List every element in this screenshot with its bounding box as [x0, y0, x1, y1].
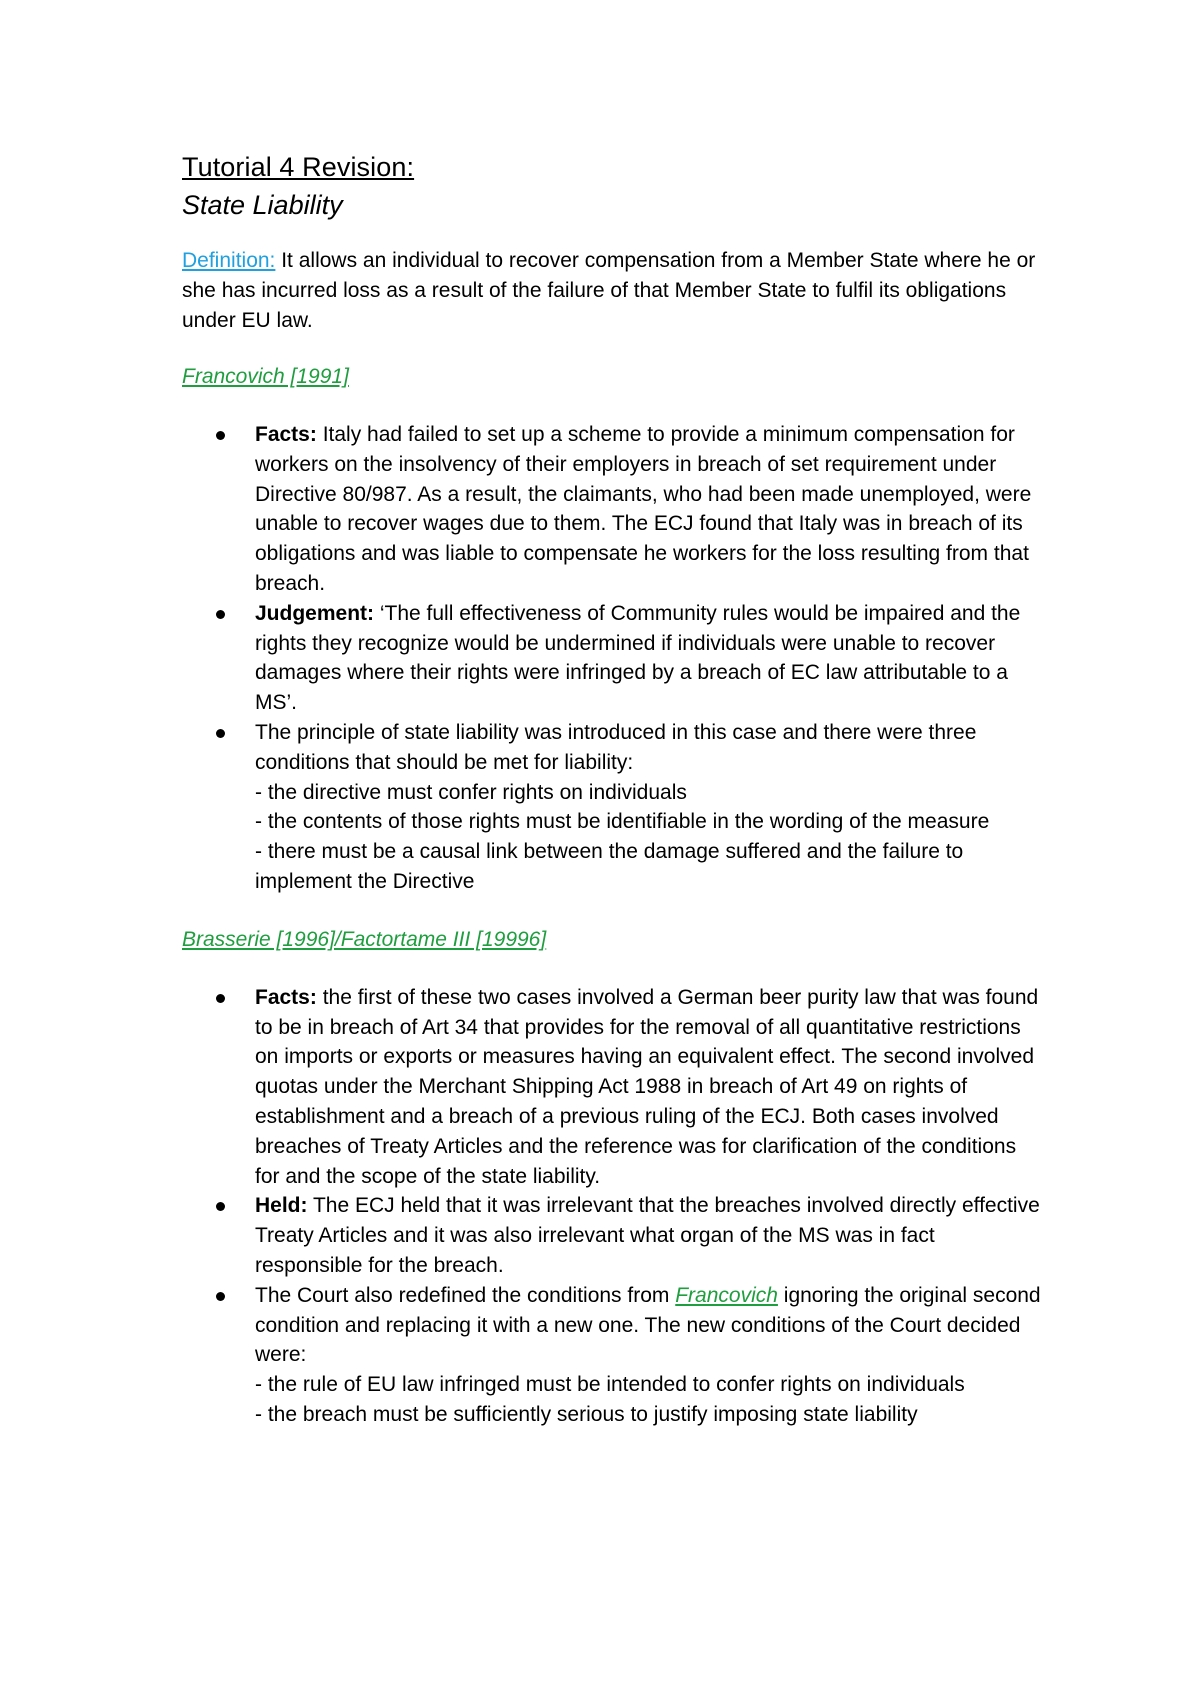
condition-line: - there must be a causal link between the damage suffered and the failure to implement the Directive: [255, 840, 964, 893]
list-item: [182, 718, 1042, 897]
definition-text: It allows an individual to recover compensation from a Member State where he or she has incurred loss as a result of the failure of that Member State to fulfil its obligations under EU law.: [182, 249, 1036, 332]
bullet-text: The principle of state liability was introduced in this case and there were three conditions that should be met for liability:: [255, 720, 977, 774]
bullet-lead: Facts:: [255, 985, 317, 1009]
definition-paragraph: [182, 246, 1042, 336]
condition-line: - the directive must confer rights on individuals: [255, 780, 687, 804]
condition-line: - the contents of those rights must be identifiable in the wording of the measure: [255, 810, 990, 834]
brasserie-bullet-list: [182, 983, 1042, 1430]
list-item: [182, 983, 1042, 1192]
bullet-icon: [216, 729, 225, 738]
case-reference-francovich: Francovich: [675, 1283, 778, 1307]
document-title: Tutorial 4 Revision:: [182, 152, 415, 182]
francovich-bullet-list: [182, 420, 1042, 897]
condition-line: - the rule of EU law infringed must be intended to confer rights on individuals: [255, 1373, 965, 1397]
bullet-text: the first of these two cases involved a German beer purity law that was found to be in breach of Art 34 that provides for the removal of all quantitative restrictions on imports or exports or measures having an equivalent effect. The second involved quotas under the Merchant Shipping Act 1988 in breach of Art 49 on rights of establishment and a breach of a previous ruling of the ECJ. Both cases involved breaches of Treaty Articles and the reference was for clarification of the conditions for and the scope of the state liability.: [255, 985, 1039, 1188]
bullet-lead: Judgement:: [255, 601, 375, 625]
bullet-text: The ECJ held that it was irrelevant that the breaches involved directly effective Treaty Articles and it was also irrelevant what organ of the MS was in fact responsible for the breach.: [255, 1194, 1040, 1277]
case-heading-brasserie-factortame: Brasserie [1996]/Factortame III [19996]: [182, 927, 547, 951]
bullet-icon: [216, 610, 225, 619]
case-heading-francovich: Francovich [1991]: [182, 365, 349, 388]
list-item: [182, 420, 1042, 599]
bullet-icon: [216, 1202, 225, 1211]
definition-label: Definition:: [182, 249, 276, 272]
bullet-icon: [216, 431, 225, 440]
condition-line: - the breach must be sufficiently serious to justify imposing state liability: [255, 1402, 918, 1426]
bullet-text: The Court also redefined the conditions from: [255, 1283, 676, 1307]
document-content: [182, 150, 1042, 1430]
bullet-text: ignoring the original second condition and replacing it with a new one. The new conditions of the Court decided were:: [255, 1283, 1041, 1367]
bullet-icon: [216, 1292, 225, 1301]
bullet-text: Italy had failed to set up a scheme to provide a minimum compensation for workers on the insolvency of their employers in breach of set requirement under Directive 80/987. As a result, the claimants, who had been made unemployed, were unable to recover wages due to them. The ECJ found that Italy was in breach of its obligations and was liable to compensate he workers for the loss resulting from that breach.: [255, 423, 1032, 595]
bullet-lead: Held:: [255, 1194, 308, 1218]
list-item: [182, 1191, 1042, 1280]
list-item: [182, 599, 1042, 718]
document-subtitle: State Liability: [182, 190, 343, 220]
bullet-text: ‘The full effectiveness of Community rules would be impaired and the rights they recognize would be undermined if individuals were unable to recover damages where their rights were infringed by a breach of EC law attributable to a MS’.: [255, 601, 1021, 715]
bullet-icon: [216, 994, 225, 1003]
bullet-lead: Facts:: [255, 423, 317, 446]
list-item: [182, 1281, 1042, 1430]
